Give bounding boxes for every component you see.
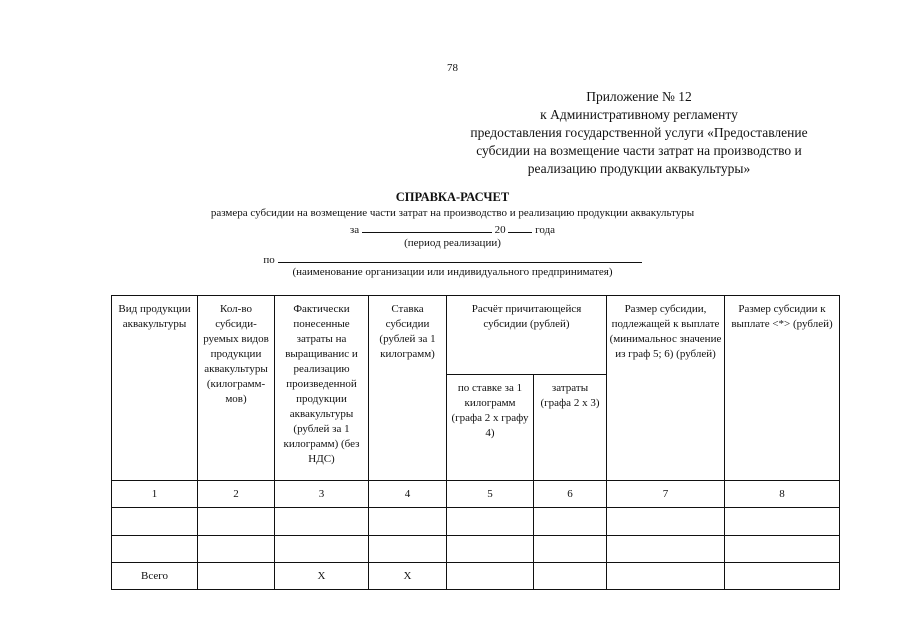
header-product-type: Вид продукции аквакультуры xyxy=(112,296,198,481)
column-number: 1 xyxy=(112,481,198,508)
period-year-prefix: 20 xyxy=(494,224,506,236)
appendix-block xyxy=(429,88,849,178)
period-caption: (период реализации) xyxy=(404,237,501,249)
header-subsidy-rate: Ставка субсидии (рублей за 1 килограмм) xyxy=(369,296,447,481)
table-cell[interactable] xyxy=(275,508,369,535)
column-number: 5 xyxy=(447,481,534,508)
total-rate-mark: X xyxy=(369,562,447,589)
total-row xyxy=(112,562,840,589)
org-line xyxy=(0,252,905,266)
appendix-line-4: субсидии на возмещение части затрат на производство и xyxy=(476,143,802,158)
column-number: 3 xyxy=(275,481,369,508)
period-suffix: года xyxy=(535,224,556,236)
table-cell[interactable] xyxy=(275,535,369,562)
table-cell[interactable] xyxy=(725,535,840,562)
table-cell[interactable] xyxy=(112,535,198,562)
column-number: 4 xyxy=(369,481,447,508)
org-caption: (наименование организации или индивидуального предприниматея) xyxy=(292,266,613,278)
column-numbers-row xyxy=(112,481,840,508)
table-cell[interactable] xyxy=(447,562,534,589)
appendix-line-3: предоставления государственной услуги «Предоставление xyxy=(470,125,808,140)
column-number: 2 xyxy=(198,481,275,508)
table-cell[interactable] xyxy=(112,508,198,535)
column-number: 8 xyxy=(725,481,840,508)
header-by-rate: по ставке за 1 килограмм (графа 2 х графу 4) xyxy=(447,374,534,481)
column-number: 7 xyxy=(607,481,725,508)
appendix-line-2: к Административному регламенту xyxy=(540,107,738,122)
header-quantity: Кол-во субсиди-руемых видов продукции аквакультуры (килограмм-мов) xyxy=(198,296,275,481)
document-subtitle: размера субсидии на возмещение части затрат на производство и реализацию продукции аквакультуры xyxy=(210,207,695,219)
table-row xyxy=(112,535,840,562)
org-blank xyxy=(278,252,642,263)
table-cell[interactable] xyxy=(607,535,725,562)
table-cell[interactable] xyxy=(607,508,725,535)
page-number: 78 xyxy=(447,62,458,74)
table-cell[interactable] xyxy=(447,508,534,535)
header-calculation: Расчёт причитающейся субсидии (рублей) xyxy=(447,296,607,375)
subsidy-table xyxy=(111,295,840,590)
table-cell[interactable] xyxy=(534,508,607,535)
period-prefix: за xyxy=(349,224,360,236)
header-actual-costs: Фактически понесенные затраты на выращиванис и реализацию произведенной продукции аквакультуры (рублей за 1 килограмм) (без НДС) xyxy=(275,296,369,481)
header-payable-subsidy: Размер субсидии, подлежащей к выплате (минимальнос значение из граф 5; 6) (рублей) xyxy=(607,296,725,481)
table-cell[interactable] xyxy=(725,508,840,535)
table-row xyxy=(112,508,840,535)
header-by-costs: затраты (графа 2 х 3) xyxy=(534,374,607,481)
total-costs-mark: X xyxy=(275,562,369,589)
table-cell[interactable] xyxy=(725,562,840,589)
table-cell[interactable] xyxy=(534,562,607,589)
table-cell[interactable] xyxy=(607,562,725,589)
column-number: 6 xyxy=(534,481,607,508)
table-cell[interactable] xyxy=(534,535,607,562)
table-cell[interactable] xyxy=(369,535,447,562)
total-label: Всего xyxy=(112,562,198,589)
period-blank xyxy=(362,222,492,233)
org-prefix: по xyxy=(263,254,275,266)
table-cell[interactable] xyxy=(369,508,447,535)
year-blank xyxy=(508,222,532,233)
appendix-line-1: Приложение № 12 xyxy=(586,89,692,104)
appendix-line-5: реализацию продукции аквакультуры» xyxy=(527,161,751,176)
period-line xyxy=(0,222,905,236)
header-subsidy-to-pay: Размер субсидии к выплате <*> (рублей) xyxy=(725,296,840,481)
table-cell[interactable] xyxy=(447,535,534,562)
document-title: СПРАВКА-РАСЧЕТ xyxy=(395,190,510,204)
table-cell[interactable] xyxy=(198,508,275,535)
table-cell[interactable] xyxy=(198,562,275,589)
table-cell[interactable] xyxy=(198,535,275,562)
